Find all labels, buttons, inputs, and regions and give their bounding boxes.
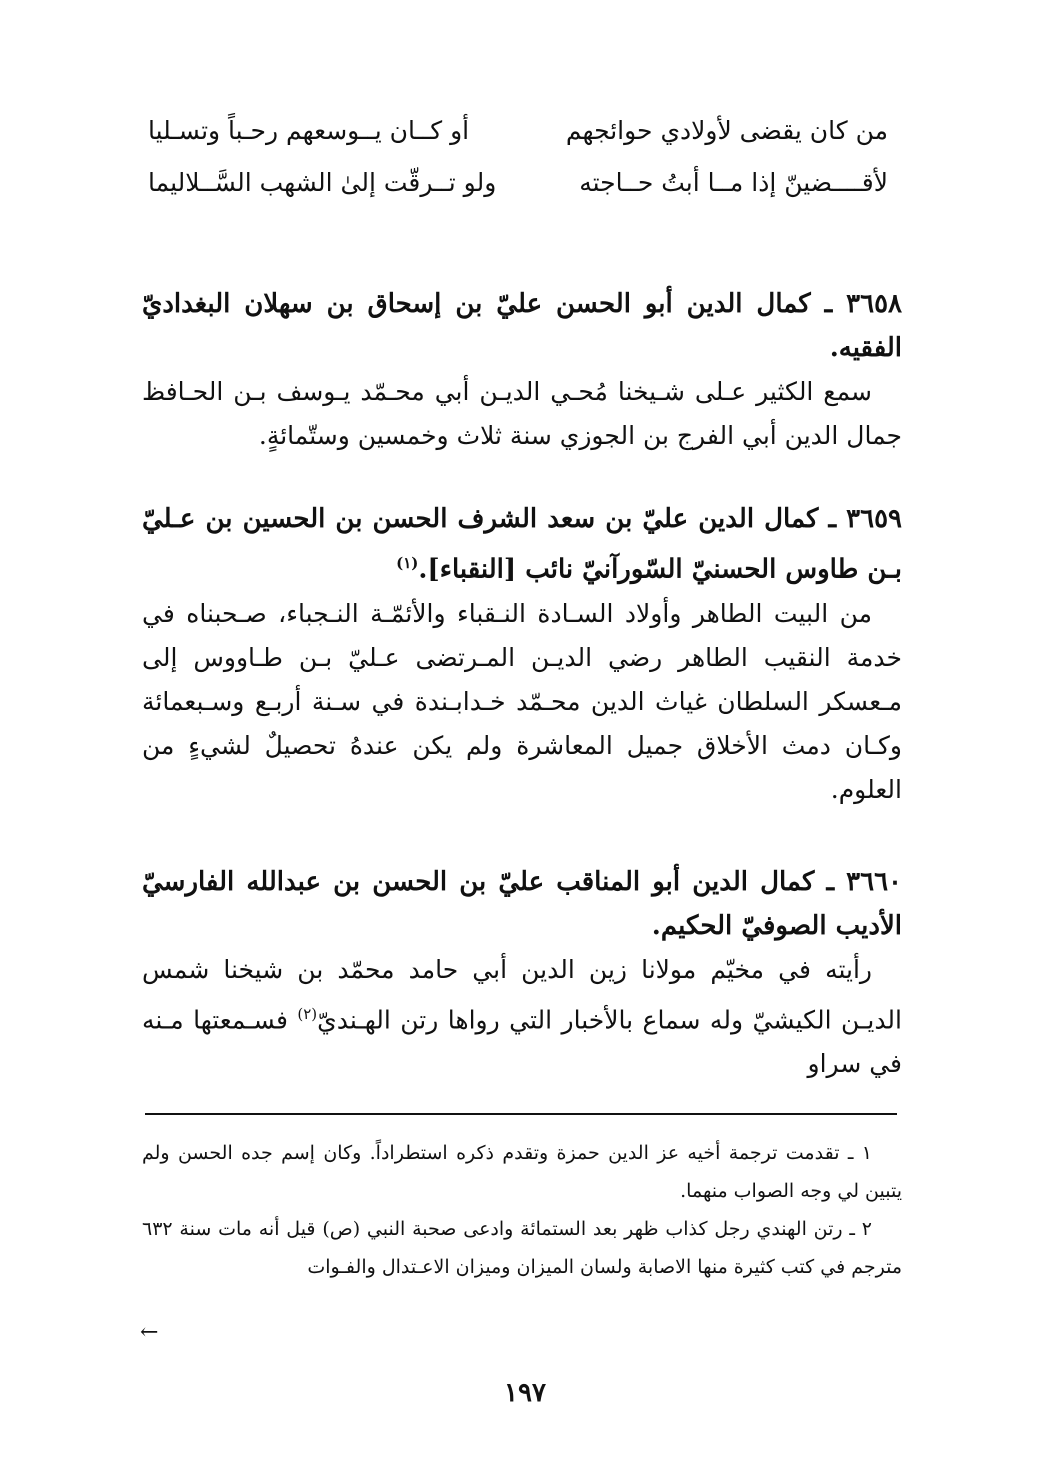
entry-title: كمال الدين أبو الحسن عليّ بن إسحاق بن سهلان البغداديّ الفقيه. bbox=[142, 289, 902, 363]
footnote-ref: (٢) bbox=[297, 1005, 318, 1023]
entry-number: ٣٦٥٩ ـ bbox=[828, 504, 902, 534]
footnote-divider bbox=[145, 1113, 897, 1115]
footnote-ref: (١) bbox=[396, 554, 419, 572]
continuation-arrow-icon: ← bbox=[140, 1320, 159, 1345]
verse-hemistich-first: لأقــــضينّ إذا مــا أبتُ حــاجته bbox=[579, 168, 888, 197]
entry-3659 bbox=[142, 497, 902, 812]
verse-hemistich-second: أو كــان يــوسعهم رحـباً وتسـليا bbox=[148, 116, 470, 145]
entry-3658 bbox=[142, 282, 902, 458]
entry-body bbox=[142, 948, 902, 1086]
verse-hemistich-second: ولو تــرقّت إلىٰ الشهب السَّــلاليما bbox=[148, 168, 497, 197]
entry-3660 bbox=[142, 860, 902, 1086]
entry-number: ٣٦٦٠ ـ bbox=[826, 867, 903, 897]
entry-title: كمال الدين أبو المناقب عليّ بن الحسن بن عبدالله الفارسيّ الأديب الصوفيّ الحكيم. bbox=[142, 867, 902, 941]
entry-title: كمال الدين عليّ بن سعد الشرف الحسن بن الحسين بن عـليّ بـن طاوس الحسنيّ السّورآنيّ نائب [النقباء]. bbox=[142, 504, 902, 585]
entry-heading bbox=[142, 497, 902, 592]
footnote-2: ٢ ـ رتن الهندي رجل كذاب ظهر بعد الستمائة وادعى صحبة النبي (ص) قيل أنه مات سنة ٦٣٢ مترجم في كتب كثيرة منها الاصابة ولسان الميزان وميزان الاعـتدال والفـوات bbox=[142, 1218, 902, 1278]
verse-hemistich-first: من كان يقضى لأولادي حوائجهم bbox=[565, 116, 888, 145]
footnotes bbox=[142, 1134, 902, 1286]
entry-body-text: رأيته في مخيّم مولانا زين الدين أبي حامد محمّد بن شيخنا شمس الديـن الكيشيّ وله سماع بالأخبار التي رواها رتن الهـنديّ bbox=[142, 955, 902, 1035]
entry-body: من البيت الطاهر وأولاد السـادة النـقباء والأئمّـة النـجباء، صـحبناه في خدمة النقيب الطاهر رضي الديـن المـرتضى عـليّ بـن طـاووس إلى مـعسكر السلطان غياث الدين محـمّد خـدابـندة في سـنة أربـع وسـبعمائة وكـان دمث الأخلاق جميل المعاشرة ولم يكن عندهُ تحصيلٌ لشيءٍ من العلوم. bbox=[142, 598, 902, 804]
footnote-1: ١ ـ تقدمت ترجمة أخيه عز الدين حمزة وتقدم ذكره استطراداً. وكان إسم جده الحسن ولم يتبين لي وجه الصواب منهما. bbox=[142, 1142, 902, 1202]
poem-verse-1 bbox=[148, 111, 888, 151]
page-number: ١٩٧ bbox=[504, 1378, 546, 1408]
entry-heading bbox=[142, 282, 902, 370]
entry-heading bbox=[142, 860, 902, 948]
entry-body-text-end: فسـمعتها مـنه في سراو bbox=[142, 1005, 902, 1079]
entry-number: ٣٦٥٨ ـ bbox=[824, 289, 902, 319]
poem-verse-2 bbox=[148, 163, 888, 203]
entry-body: سمع الكثير عـلى شـيخنا مُحـي الديـن أبي محـمّد يـوسف بـن الحـافظ جمال الدين أبي الفرج بن الجوزي سنة ثلاث وخمسين وستّمائةٍ. bbox=[142, 377, 902, 450]
